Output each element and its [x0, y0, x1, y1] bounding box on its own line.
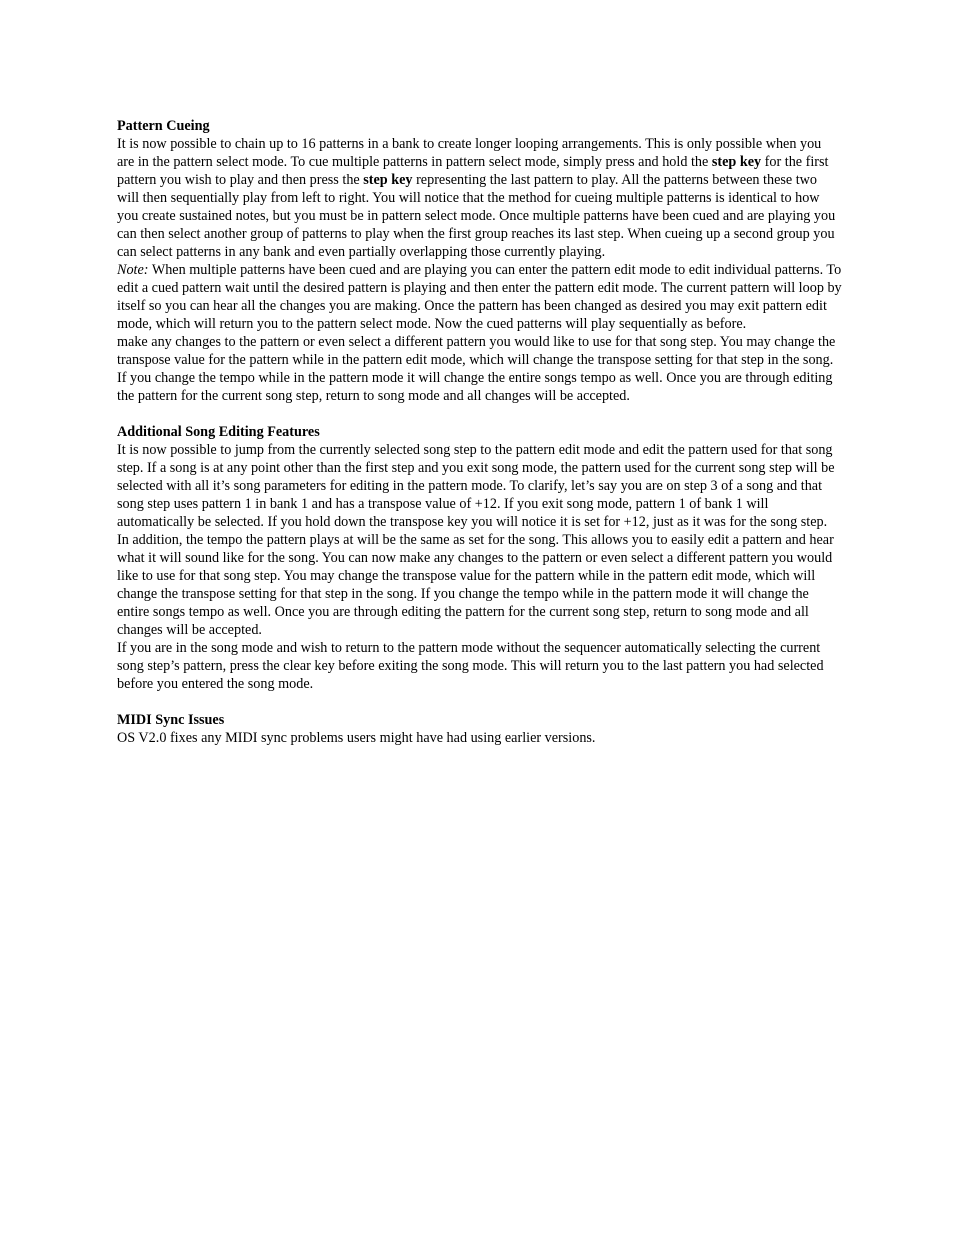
bold-step-key: step key: [711, 154, 762, 170]
text-run: It is now possible to chain up to 16 patterns in a bank to create longer looping arrangements. This is only possible when you are in the pattern select mode. To cue multiple patterns in pattern select mode, simply press and hold the: [117, 136, 822, 170]
heading-midi-sync: MIDI Sync Issues: [117, 712, 225, 728]
note-label: Note:: [117, 262, 149, 278]
paragraph-pattern-cueing-intro: [117, 135, 842, 261]
bold-step-key: step key: [363, 172, 413, 188]
text-run: for the first pattern you wish to play and then press the: [117, 154, 829, 188]
section-additional-song-editing: [117, 423, 842, 693]
section-midi-sync: [117, 711, 842, 747]
section-pattern-cueing: [117, 117, 842, 405]
note-text: When multiple patterns have been cued and are playing you can enter the pattern edit mode to edit individual patterns. To edit a cued pattern wait until the desired pattern is playing and then enter the pattern edit mode. The current pattern will loop by itself so you can hear all the changes you are making. Once the pattern has been changed as desired you may exit pattern edit mode, which will return you to the pattern select mode. Now the cued patterns will play sequentially as before.: [117, 262, 842, 332]
heading-additional-song-editing: Additional Song Editing Features: [117, 424, 320, 440]
paragraph-song-editing-intro: It is now possible to jump from the currently selected song step to the pattern edit mode and edit the pattern used for that song step. If a song is at any point other than the first step and you exit song mode, the pattern used for the current song step will be selected with all it’s song parameters for editing in the pattern mode. To clarify, let’s say you are on step 3 of a song and that song step uses pattern 1 in bank 1 and has a transpose value of +12. If you exit song mode, pattern 1 of bank 1 will automatically be selected. If you hold down the transpose key you will notice it is set for +12, just as it was for the song step. In addition, the tempo the pattern plays at will be the same as set for the song. This allows you to easily edit a pattern and hear what it will sound like for the song. You can now make any changes to the pattern or even select a different pattern you would like to use for that song step. You may change the transpose value for the pattern while in the pattern edit mode, which will change the transpose setting for that step in the song. If you change the tempo while in the pattern mode it will change the entire songs tempo as well. Once you are through editing the pattern for the current song step, return to song mode and all changes will be accepted.: [117, 442, 835, 638]
paragraph-note: [117, 261, 842, 333]
paragraph-pattern-changes: make any changes to the pattern or even select a different pattern you would like to use for that song step. You may change the transpose value for the pattern while in the pattern edit mode, which will change the transpose setting for that step in the song. If you change the tempo while in the pattern mode it will change the entire songs tempo as well. Once you are through editing the pattern for the current song step, return to song mode and all changes will be accepted.: [117, 334, 836, 404]
text-run: representing the last pattern to play. All the patterns between these two will then sequentially play from left to right. You will notice that the method for cueing multiple patterns is identical to how you create sustained notes, but you must be in pattern select mode. Once multiple patterns have been cued and are playing you can then select another group of patterns to play when the first group reaches its last step. When cueing up a second group you can select patterns in any bank and even partially overlapping those currently playing.: [117, 172, 836, 260]
heading-pattern-cueing: Pattern Cueing: [117, 118, 210, 134]
paragraph-song-mode-return: If you are in the song mode and wish to return to the pattern mode without the sequencer automatically selecting the current song step’s pattern, press the clear key before exiting the song mode. This will return you to the last pattern you had selected before you entered the song mode.: [117, 640, 824, 692]
document-page: [117, 117, 842, 765]
paragraph-midi-sync: OS V2.0 fixes any MIDI sync problems users might have had using earlier versions.: [117, 730, 596, 746]
